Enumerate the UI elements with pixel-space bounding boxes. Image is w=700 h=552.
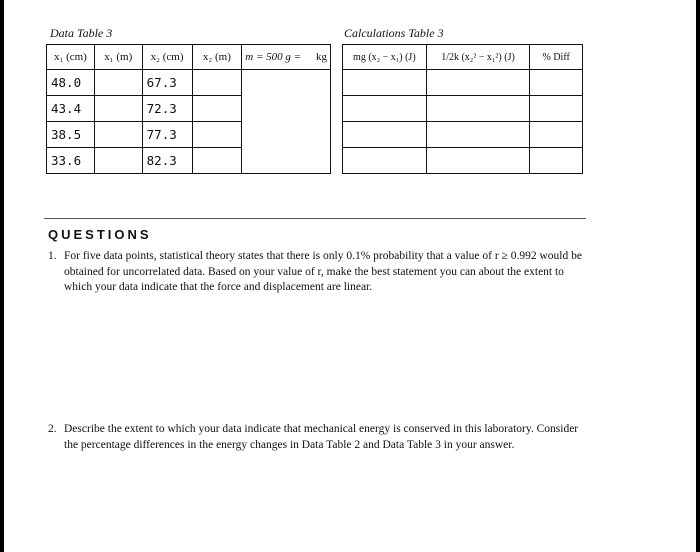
cell-x1-cm[interactable]: 33.6 [47,148,95,174]
cell-mg-dx[interactable] [343,70,427,96]
header-x2-cm: x₂ (cm) [142,45,192,70]
table-row [343,148,583,174]
cell-half-k-dx2[interactable] [426,96,530,122]
question-2 [48,422,588,453]
table-row [343,96,583,122]
question-1-number: 1. [48,250,57,262]
cell-x1-m[interactable] [94,148,142,174]
header-half-k-dx2: 1/2k (x₂² − x₁²) (J) [426,45,530,70]
page-edge-right [696,0,700,552]
section-divider [44,218,586,219]
header-x1-cm: x₁ (cm) [47,45,95,70]
cell-percent-diff[interactable] [530,96,583,122]
cell-x2-cm[interactable]: 67.3 [142,70,192,96]
question-1 [48,249,588,296]
cell-x2-m[interactable] [192,148,242,174]
data-table [46,44,331,174]
page-edge-left [0,0,4,552]
cell-percent-diff[interactable] [530,122,583,148]
data-table-title: Data Table 3 [50,26,113,40]
cell-mg-dx[interactable] [343,148,427,174]
cell-percent-diff[interactable] [530,70,583,96]
header-mass [242,45,331,70]
header-mass-label: m = 500 g = [245,51,302,63]
cell-x2-cm[interactable]: 82.3 [142,148,192,174]
cell-x2-cm[interactable]: 72.3 [142,96,192,122]
cell-mass[interactable] [242,70,331,174]
cell-x2-cm[interactable]: 77.3 [142,122,192,148]
header-x2-m: x₂ (m) [192,45,242,70]
table-row [343,70,583,96]
calc-table-title: Calculations Table 3 [344,26,444,40]
cell-x1-cm[interactable]: 43.4 [47,96,95,122]
header-percent-diff: % Diff [530,45,583,70]
cell-mg-dx[interactable] [343,96,427,122]
cell-x2-m[interactable] [192,96,242,122]
cell-x1-m[interactable] [94,70,142,96]
cell-half-k-dx2[interactable] [426,148,530,174]
question-2-number: 2. [48,423,57,435]
table-header-row [47,45,331,70]
cell-x1-cm[interactable]: 38.5 [47,122,95,148]
cell-x1-cm[interactable]: 48.0 [47,70,95,96]
question-2-text: Describe the extent to which your data indicate that mechanical energy is conserved in this laboratory. Consider the percentage differences in the energy changes in Data Table 2 and Data Table 3 in your answer. [64,423,579,451]
calc-table [342,44,583,174]
table-header-row [343,45,583,70]
cell-x1-m[interactable] [94,122,142,148]
cell-half-k-dx2[interactable] [426,122,530,148]
cell-x2-m[interactable] [192,70,242,96]
cell-mg-dx[interactable] [343,122,427,148]
cell-percent-diff[interactable] [530,148,583,174]
header-mg-dx: mg (x₂ − x₁) (J) [343,45,427,70]
table-row [343,122,583,148]
table-row [47,70,331,96]
header-mass-unit: kg [316,51,327,63]
question-1-text: For five data points, statistical theory states that there is only 0.1% probability that a value of r ≥ 0.992 would be obtained for uncorrelated data. Based on your value of r, make the best statement you can about the extent to which your data indicate that the force and displacement are linear. [64,250,582,293]
questions-heading: QUESTIONS [48,227,152,242]
cell-x1-m[interactable] [94,96,142,122]
cell-x2-m[interactable] [192,122,242,148]
cell-half-k-dx2[interactable] [426,70,530,96]
header-x1-m: x₁ (m) [94,45,142,70]
